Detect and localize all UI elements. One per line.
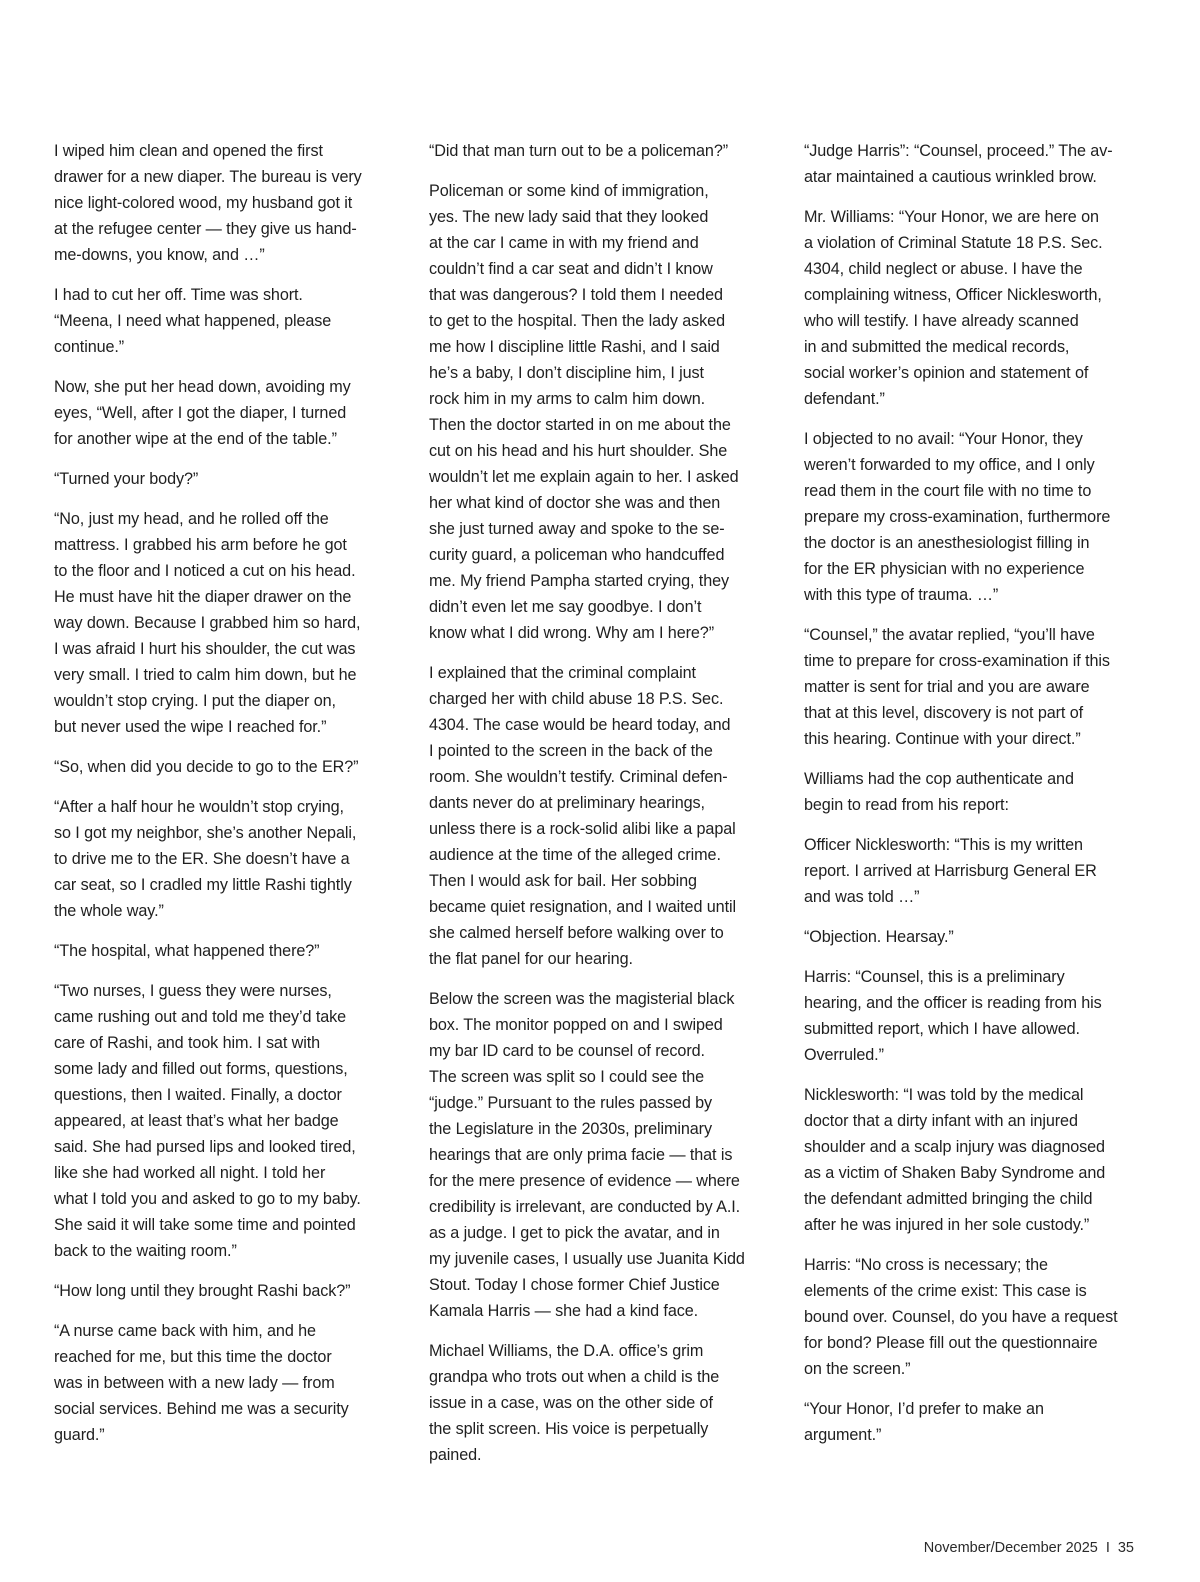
paragraph: Policeman or some kind of immigration, yes. The new lady said that they looked at the car I came in with my friend and couldn’t find a car seat and didn’t I know that was dangerous? I told them I needed to get to the hospital. Then the lady asked me how I discipline little Rashi, and I said he’s a baby, I don’t discipline him, I just rock him in my arms to calm him down. Then the doctor started in on me about the cut on his head and his hurt shoulder. She wouldn’t let me explain again to her. I asked her what kind of doctor she was and then she just turned away and spoke to the se- curity guard, a policeman who handcuffed me. My friend Pampha started crying, they didn’t even let me say goodbye. I don’t know what I did wrong. Why am I here?” bbox=[429, 182, 739, 642]
page-footer bbox=[924, 1540, 1134, 1556]
paragraph: Officer Nicklesworth: “This is my written report. I arrived at Harrisburg General ER and was told …” bbox=[804, 836, 1097, 906]
text-column-3 bbox=[804, 138, 1144, 1462]
paragraph: Below the screen was the magisterial black box. The monitor popped on and I swiped my bar ID card to be counsel of record. The screen was split so I could see the “judge.” Pursuant to the rules passed by the Legislature in the 2030s, preliminary hearings that are only prima facie — that is for the mere presence of evidence — where credibility is irrelevant, are conducted by A.I. as a judge. I get to pick the avatar, and in my juvenile cases, I usually use Juanita Kidd Stout. Today I chose former Chief Justice Kamala Harris — she had a kind face. bbox=[429, 990, 745, 1320]
paragraph: “Objection. Hearsay.” bbox=[804, 928, 954, 946]
paragraph: Nicklesworth: “I was told by the medical doctor that a dirty infant with an injured shoulder and a scalp injury was diagnosed as a victim of Shaken Baby Syndrome and the defendant admitted bringing the child after he was injured in her sole custody.” bbox=[804, 1086, 1106, 1234]
paragraph: “A nurse came back with him, and he reached for me, but this time the doctor was in between with a new lady — from social services. Behind me was a security guard.” bbox=[54, 1322, 349, 1444]
paragraph: “Two nurses, I guess they were nurses, came rushing out and told me they’d take care of Rashi, and took him. I sat with some lady and filled out forms, questions, questions, then I waited. Finally, a doctor appeared, at least that’s what her badge said. She had pursed lips and looked tired, like she had worked all night. I told her what I told you and asked to go to my baby. She said it will take some time and pointed back to the waiting room.” bbox=[54, 982, 361, 1260]
paragraph: I explained that the criminal complaint charged her with child abuse 18 P.S. Sec. 4304. The case would be heard today, and I pointed to the screen in the back of the room. She wouldn’t testify. Criminal defen- dants never do at preliminary hearings, unless there is a rock-solid alibi like a papal audience at the time of the alleged crime. Then I would ask for bail. Her sobbing became quiet resignation, and I waited until she calmed herself before walking over to the flat panel for our hearing. bbox=[429, 664, 736, 968]
paragraph: Now, she put her head down, avoiding my eyes, “Well, after I got the diaper, I turned for another wipe at the end of the table.” bbox=[54, 378, 351, 448]
paragraph: Harris: “No cross is necessary; the elements of the crime exist: This case is bound over. Counsel, do you have a request for bond? Please fill out the questionnaire on the screen.” bbox=[804, 1256, 1118, 1378]
paragraph: I objected to no avail: “Your Honor, they weren’t forwarded to my office, and I only read them in the court file with no time to prepare my cross-examination, furthermore the doctor is an anesthesiologist filling in for the ER physician with no experience with this type of trauma. …” bbox=[804, 430, 1111, 604]
issue-date: November/December 2025 bbox=[923, 1540, 1098, 1556]
paragraph: I had to cut her off. Time was short. “Meena, I need what happened, please continue.” bbox=[54, 286, 332, 356]
paragraph: “Turned your body?” bbox=[54, 470, 199, 488]
paragraph: “The hospital, what happened there?” bbox=[54, 942, 320, 960]
paragraph: “How long until they brought Rashi back?” bbox=[54, 1282, 351, 1300]
paragraph: Michael Williams, the D.A. office’s grim grandpa who trots out when a child is the issue in a case, was on the other side of the split screen. His voice is perpetually pained. bbox=[429, 1342, 720, 1464]
page-number: 35 bbox=[1117, 1540, 1134, 1556]
text-column-1 bbox=[54, 138, 392, 1462]
paragraph: “Did that man turn out to be a policeman?” bbox=[429, 142, 729, 160]
paragraph: Mr. Williams: “Your Honor, we are here on a violation of Criminal Statute 18 P.S. Sec. 4304, child neglect or abuse. I have the complaining witness, Officer Nicklesworth, who will testify. I have already scanned in and submitted the medical records, social worker’s opinion and statement of defendant.” bbox=[804, 208, 1103, 408]
paragraph: Harris: “Counsel, this is a preliminary hearing, and the officer is reading from his submitted report, which I have allowed. Overruled.” bbox=[804, 968, 1102, 1064]
paragraph: I wiped him clean and opened the first drawer for a new diaper. The bureau is very nice light-colored wood, my husband got it at the refugee center — they give us hand- me-downs, you know, and …” bbox=[54, 142, 362, 264]
paragraph: “No, just my head, and he rolled off the mattress. I grabbed his arm before he got to the floor and I noticed a cut on his head. He must have hit the diaper drawer on the way down. Because I grabbed him so hard, I was afraid I hurt his shoulder, the cut was very small. I tried to calm him down, but he wouldn’t stop crying. I put the diaper on, but never used the wipe I reached for.” bbox=[54, 510, 361, 736]
paragraph: “Counsel,” the avatar replied, “you’ll have time to prepare for cross-examination if this matter is sent for trial and you are aware that at this level, discovery is not part of this hearing. Continue with your direct.” bbox=[804, 626, 1110, 748]
text-column-2 bbox=[429, 138, 769, 1482]
paragraph: “So, when did you decide to go to the ER?” bbox=[54, 758, 359, 776]
paragraph: “Your Honor, I’d prefer to make an argument.” bbox=[804, 1400, 1044, 1444]
paragraph: Williams had the cop authenticate and begin to read from his report: bbox=[804, 770, 1074, 814]
footer-separator: I bbox=[1105, 1540, 1110, 1556]
paragraph: “After a half hour he wouldn’t stop crying, so I got my neighbor, she’s another Nepali, to drive me to the ER. She doesn’t have a car seat, so I cradled my little Rashi tightly the whole way.” bbox=[54, 798, 357, 920]
paragraph: “Judge Harris”: “Counsel, proceed.” The av- atar maintained a cautious wrinkled brow. bbox=[804, 142, 1113, 186]
